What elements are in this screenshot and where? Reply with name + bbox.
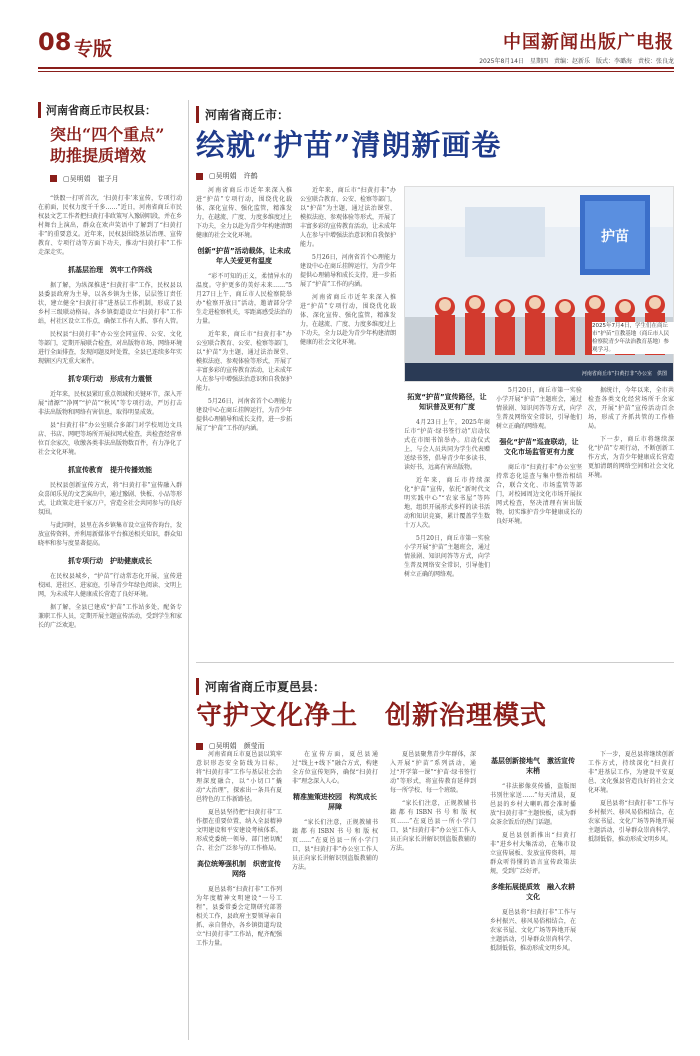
top-paragraph: 下一步，商丘市将继续深化“护苗”专项行动，不断创新工作方式，为青少年健康成长营造更加清朗的网络空间和社会文化环境。 — [588, 436, 674, 479]
top-paragraph: 5月26日，河南省首个心理能力建设中心在商丘挂牌运行，为青少年提供心理辅导和成长支持，进一步拓展了“护苗”工作的内涵。 — [196, 398, 292, 432]
second-byline-text: ▢吴明娟 颜莹而 — [209, 742, 265, 750]
byline-marker-icon — [196, 173, 203, 180]
second-column-1 — [196, 750, 282, 1040]
second-subhead-1: 高位统筹强机制 织密宣传网络 — [197, 860, 281, 878]
left-paragraph: 在民权县城乡，“护苗”行动常态化开展，宣传进校园、进社区、进家庭，引导青少年绿色阅读、文明上网，为未成年人健康成长营造了良好环境。 — [38, 573, 182, 598]
top-byline — [196, 171, 674, 181]
second-paragraph: 在宣传方面，夏邑县通过“线上+线下”融合方式，构建全方位宣传矩阵，确保“扫黄打非”理念深入人心。 — [292, 751, 378, 785]
top-subhead-3: 强化“护苗”巡查联动，让文化市场监管更有力度 — [499, 438, 579, 456]
left-paragraph: 据了解，全县已建成“护苗”工作站多处，配备专兼职工作人员，定期开展主题宣传活动，受到学生和家长的广泛欢迎。 — [38, 604, 182, 629]
top-paragraph: 据统计，今年以来，全市共检查各类文化经营场所千余家次，开展“护苗”宣传活动百余场，形成了齐抓共管的工作格局。 — [588, 387, 674, 430]
layout-credit: 版式：李璐海 — [595, 58, 632, 65]
header-rule-thin — [38, 71, 674, 72]
second-paragraph: 夏邑县将“扫黄打非”工作与乡村振兴、移风易俗相结合，在农家书屋、文化广场等阵地开展主题活动，引导群众崇尚科学、抵制低俗，推动形成文明乡风。 — [490, 909, 576, 952]
byline-marker-icon — [196, 743, 203, 750]
top-paragraph: 近年来，商丘市“扫黄打非”办公室联合教育、公安、检察等部门，以“护苗”为主题，通过法治课堂、模拟法庭、参观体验等形式，开展了丰富多彩的宣传教育活动，让未成年人在参与中增强法治意识和自我保护能力。 — [196, 331, 292, 392]
top-headline: 绘就“护苗”清朗新画卷 — [196, 128, 502, 162]
second-column-5 — [588, 750, 674, 1040]
top-paragraph: “彩不可知的正义，柔情异水的温度。守护更多的美好未来……”5月27日上午，商丘市人民检察院举办“检察开放日”活动，邀请部分学生走进检察机关，零距离感受法治的力量。 — [196, 273, 292, 325]
top-paragraph: 5月20日，商丘市第一实验小学开展“护苗”主题班会，通过情景剧、知识问答等方式，向学生普及网络安全常识，引导他们树立正确的网络观。 — [404, 535, 490, 578]
second-article-columns — [196, 750, 674, 1040]
top-subhead-2: 拓宽“护苗”宣传路径，让知识普及更有广度 — [407, 393, 487, 411]
second-paragraph: 夏邑县将“扫黄打非”工作与乡村振兴、移风易俗相结合，在农家书屋、文化广场等阵地开展主题活动，引导群众崇尚科学、抵制低俗，推动形成文明乡风。 — [588, 800, 674, 843]
second-subhead-3: 基层创新接地气 激活宣传末梢 — [491, 757, 575, 775]
issue-date: 2025年8月14日 — [479, 58, 524, 65]
second-paragraph: “非法影像莫传播，盗版图书别往家送……”每天清晨，夏邑县的乡村大喇叭都会准时播放“扫黄打非”主题快板，成为群众茶余饭后的热门话题。 — [490, 783, 576, 826]
second-subhead-2: 精准施策进校园 构筑成长屏障 — [293, 793, 377, 811]
top-column-1 — [196, 186, 292, 656]
top-subhead-1: 创新“护苗”活动载体，让未成年人关爱更有温度 — [197, 247, 291, 265]
top-byline-text: ▢吴明娟 许鹤 — [209, 172, 258, 180]
poster-title: 护苗 — [601, 229, 629, 245]
second-column-2 — [292, 750, 378, 1040]
photo-caption: 2025年7月4日，学生们在商丘市“护苗”宣教基地（商丘市人民检察院青少年法治教育基地）参观学习。 — [592, 322, 674, 354]
header-rule — [38, 67, 674, 69]
left-byline — [50, 174, 182, 184]
top-column-2 — [300, 186, 396, 656]
header-meta — [434, 56, 674, 66]
second-kicker: 河南省商丘市夏邑县： — [196, 678, 674, 695]
second-article — [196, 672, 674, 1042]
page-section-name: 专版 — [74, 38, 113, 60]
top-column-4 — [496, 386, 582, 656]
second-paragraph: “家长们注意，正规教辅书籍都有ISBN书号和版权页……”在夏邑县一所小学门口，县“扫黄打非”办公室工作人员正向家长讲解识别盗版教辅的方法。 — [390, 800, 476, 852]
page-number: 08 — [38, 28, 72, 56]
byline-marker-icon — [50, 175, 57, 182]
top-paragraph: 5月20日，商丘市第一实验小学开展“护苗”主题班会，通过情景剧、知识问答等方式，向学生普及网络安全常识，引导他们树立正确的网络观。 — [496, 387, 582, 430]
left-article — [38, 100, 182, 1040]
second-paragraph: “家长们注意，正规教辅书籍都有ISBN书号和版权页……”在夏邑县一所小学门口，县“扫黄打非”办公室工作人员正向家长讲解识别盗版教辅的方法。 — [292, 819, 378, 871]
left-subhead-2: 抓专项行动 形成有力震慑 — [68, 375, 152, 383]
left-kicker: 河南省商丘市民权县： — [38, 102, 182, 118]
second-paragraph: 河南省商丘市夏邑县以筑牢意识形态安全防线为目标，将“扫黄打非”工作与基层社会治理深度融合，以“小切口”撬动“大治理”，探索出一条具有夏邑特色的工作新路径。 — [196, 751, 282, 803]
photo-credit: 河南省商丘市“扫黄打非”办公室 供图 — [581, 371, 667, 377]
left-paragraph: 据了解，为纵深推进“扫黄打非”工作，民权县以县委县政府为主导，以各乡镇为主体，层层签订责任状，建立健全“扫黄打非”进基层工作机制，形成了县乡村三级联动格局。各乡镇街道设立“扫黄打非”工作站，村社区设立工作点，确保工作有人抓、事有人管。 — [38, 282, 182, 325]
top-paragraph: 4月23日上午，2025年商丘市“护苗·绿书签行动”启动仪式在市图书馆举办。启动仪式上，与会人员共同为学生代表赠送绿书签，倡导青少年多读书、读好书，远离有害出版物。 — [404, 419, 490, 471]
editor-credit: 责编：赵新乐 — [553, 58, 590, 65]
top-paragraph: 商丘市“扫黄打非”办公室坚持常态化巡查与集中整治相结合，联合文化、市场监管等部门，对校园周边文化市场开展拉网式检查，坚决清理有害出版物，切实维护青少年健康成长的良好环境。 — [496, 464, 582, 525]
top-column-3 — [404, 386, 490, 656]
left-paragraph: 县“扫黄打非”办公室联合多部门对学校周边文具店、书店、网吧等场所开展拉网式检查，共检查经营单位百余家次，收缴各类非法出版物数百件，有力净化了社会文化环境。 — [38, 422, 182, 456]
second-paragraph: 下一步，夏邑县将继续创新工作方式，持续深化“扫黄打非”进基层工作，为建设平安夏邑、文化强县营造良好的社会文化环境。 — [588, 751, 674, 794]
page-header — [0, 0, 700, 66]
top-lead: 河南省商丘市近年来深入推进“护苗”专项行动，围绕优化载体、深化宣传、强化监管，精准发力，在越流、广度、力度多维度过上下功夫，全力以赴为青少年构建清朗健康的社会文化环境。 — [196, 187, 292, 239]
newspaper-masthead: 中国新闻出版广电报 — [503, 32, 674, 53]
left-headline-line1: 突出“四个重点” — [50, 125, 165, 144]
column-divider — [188, 100, 189, 1040]
top-paragraph: 近年来，商丘市持续深化“护苗”宣传，依托“新时代文明实践中心”“农家书屋”等阵地，组织开展形式多样的读书活动和知识竞赛，累计覆盖学生数十万人次。 — [404, 477, 490, 529]
top-paragraph: 5月26日，河南省首个心理能力建设中心在商丘挂牌运行，为青少年提供心理辅导和成长支持，进一步拓展了“护苗”工作的内涵。 — [300, 254, 396, 288]
second-paragraph: 夏邑县聚焦青少年群体，深入开展“护苗”系列活动，通过“开学第一课”“护苗·绿书签行动”等形式，将宣传教育延伸到每一所学校、每一个班级。 — [390, 751, 476, 794]
second-column-4 — [490, 750, 576, 1040]
second-paragraph: 夏邑县将“扫黄打非”工作列为年度精神文明建设“一号工程”，县委常委会定期研究部署相关工作，县政府主要领导亲自抓、亲自督办，各乡镇街道均设立“扫黄打非”工作站，配齐配强工作力量。 — [196, 886, 282, 947]
second-paragraph: 夏邑县坚持把“扫黄打非”工作摆在重要位置，纳入全县精神文明建设和平安建设考核体系，形成党委统一领导、部门密切配合、社会广泛参与的工作格局。 — [196, 809, 282, 852]
top-article — [196, 100, 674, 660]
top-article-columns — [196, 186, 674, 656]
left-paragraph: 民权县“扫黄打非”办公室会同宣传、公安、文化等部门，定期开展联合检查，对出版物市场、网络环境进行全面排查，发现问题及时处置，全县已连续多年实现辖区内无重大案件。 — [38, 331, 182, 365]
second-subhead-4: 多维拓展提质效 融入农耕文化 — [491, 883, 575, 901]
left-subhead-3: 抓宣传教育 提升传播效能 — [68, 466, 152, 474]
left-paragraph: 近年来，民权县紧盯重点领域和关键环节，深入开展“清源”“净网”“护苗”“秋风”等专项行动，严厉打击非法出版物和网络有害信息，取得明显成效。 — [38, 391, 182, 416]
left-paragraph: 民权县创新宣传方式，将“扫黄打非”宣传融入群众喜闻乐见的文艺演出中，通过豫剧、快板、小品等形式，让政策走进千家万户，营造全社会共同参与的良好氛围。 — [38, 482, 182, 516]
left-headline-line2: 助推提质增效 — [50, 146, 147, 165]
top-paragraph: 近年来，商丘市“扫黄打非”办公室联合教育、公安、检察等部门，以“护苗”为主题，通过法治课堂、模拟法庭、参观体验等形式，开展了丰富多彩的宣传教育活动，让未成年人在参与中增强法治意识和自我保护能力。 — [300, 187, 396, 248]
top-column-5 — [588, 386, 674, 656]
left-paragraph: 与此同时，县里在各乡镇集市设立宣传咨询台，发放宣传资料，并利用新媒体平台推送相关知识，群众知晓率和参与度显著提高。 — [38, 522, 182, 547]
issue-weekday: 星期四 — [529, 58, 548, 65]
second-headline: 守护文化净土 创新治理模式 — [196, 701, 548, 731]
left-subhead-1: 抓基层治理 筑牢工作阵线 — [68, 266, 152, 274]
left-byline-text: ▢吴明娟 崔子月 — [63, 175, 119, 183]
section-divider — [196, 662, 674, 663]
left-intro: “铁骰一打听首次，‘扫黄打非’来宣传，专项行动在前面，民权力度千千多……”近日，河南省商丘市民权县文艺工作者把扫黄打非政策写入豫剧唱段，并在乡村舞台上演出，群众在欢声笑语中了解到了“扫黄打非”的重要意义。近年来，民权县围绕基层治理、宣传教育、专项行动等方面下功夫，推动“扫黄打非”工作走深走实。 — [38, 195, 182, 256]
top-kicker: 河南省商丘市： — [196, 106, 674, 123]
left-subhead-4: 抓专项行动 护助健康成长 — [68, 557, 152, 565]
second-paragraph: 夏邑县创新推出“扫黄打非”进乡村大集活动，在集市设立宣传展板、发放宣传资料，用群众听得懂的语言宣传政策法规，受到广泛好评。 — [490, 832, 576, 875]
top-paragraph: 河南省商丘市近年来深入推进“护苗”专项行动，围绕优化载体、深化宣传、强化监管，精准发力，在越流、广度、力度多维度过上下功夫，全力以赴为青少年构建清朗健康的社会文化环境。 — [300, 294, 396, 346]
second-column-3 — [390, 750, 476, 1040]
proof-credit: 责校：张良龙 — [637, 58, 674, 65]
